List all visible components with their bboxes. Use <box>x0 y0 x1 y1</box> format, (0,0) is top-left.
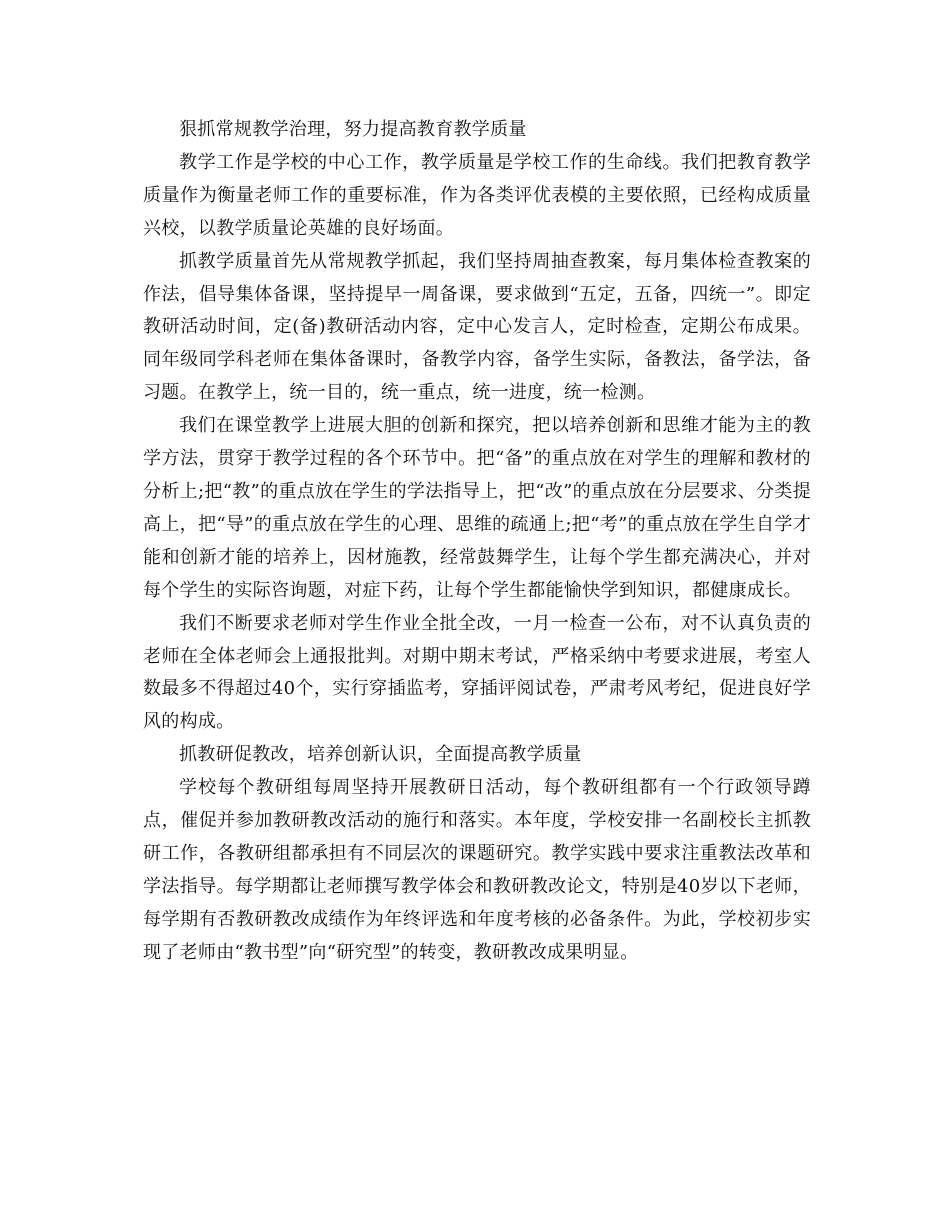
paragraph-teaching-quality-lifeline: 教学工作是学校的中心工作，教学质量是学校工作的生命线。我们把教育教学质量作为衡量老师工作的重要标准，作为各类评优表模的主要依照，已经构成质量兴校，以教学质量论英雄的良好场面。 <box>143 151 811 239</box>
paragraph-lesson-preparation: 抓教学质量首先从常规教学抓起，我们坚持周抽查教案，每月集体检查教案的作法，倡导集体备课，坚持提早一周备课，要求做到“五定，五备，四统一”。即定教研活动时间，定(备)教研活动内容，定中心发言人，定时检查，定期公布成果。同年级同学科老师在集体备课时，备教学内容，备学生实际，备教法，备学法，备习题。在教学上，统一目的，统一重点，统一进度，统一检测。 <box>143 250 811 404</box>
section-heading-teaching-research: 抓教研促教改，培养创新认识，全面提高教学质量 <box>179 744 582 766</box>
document-body <box>143 114 811 970</box>
paragraph-research-reform: 学校每个教研组每周坚持开展教研日活动，每个教研组都有一个行政领导蹲点，催促并参加教研教改活动的施行和落实。本年度，学校安排一名副校长主抓教研工作，各教研组都承担有不同层次的课题研究。教学实践中要求注重教法改革和学法指导。每学期都让老师撰写教学体会和教研教改论文，特别是40岁以下老师，每学期有否教研教改成绩作为年终评选和年度考核的必备条件。为此，学校初步实现了老师由“教书型”向“研究型”的转变，教研教改成果明显。 <box>143 777 811 963</box>
paragraph-homework-exams: 我们不断要求老师对学生作业全批全改，一月一检查一公布，对不认真负责的老师在全体老师会上通报批判。对期中期末考试，严格采纳中考要求进展，考室人数最多不得超过40个，实行穿插监考，穿插评阅试卷，严肃考风考纪，促进良好学风的构成。 <box>143 612 811 733</box>
paragraph-classroom-innovation: 我们在课堂教学上进展大胆的创新和探究，把以培养创新和思维才能为主的教学方法，贯穿于教学过程的各个环节中。把“备”的重点放在对学生的理解和教材的分析上;把“教”的重点放在学生的学法指导上，把“改”的重点放在分层要求、分类提高上，把“导”的重点放在学生的心理、思维的疏通上;把“考”的重点放在学生自学才能和创新才能的培养上，因材施教，经常鼓舞学生，让每个学生都充满决心，并对每个学生的实际咨询题，对症下药，让每个学生都能愉快学到知识，都健康成长。 <box>143 415 811 601</box>
section-heading-routine-teaching: 狠抓常规教学治理，努力提高教育教学质量 <box>179 119 527 140</box>
